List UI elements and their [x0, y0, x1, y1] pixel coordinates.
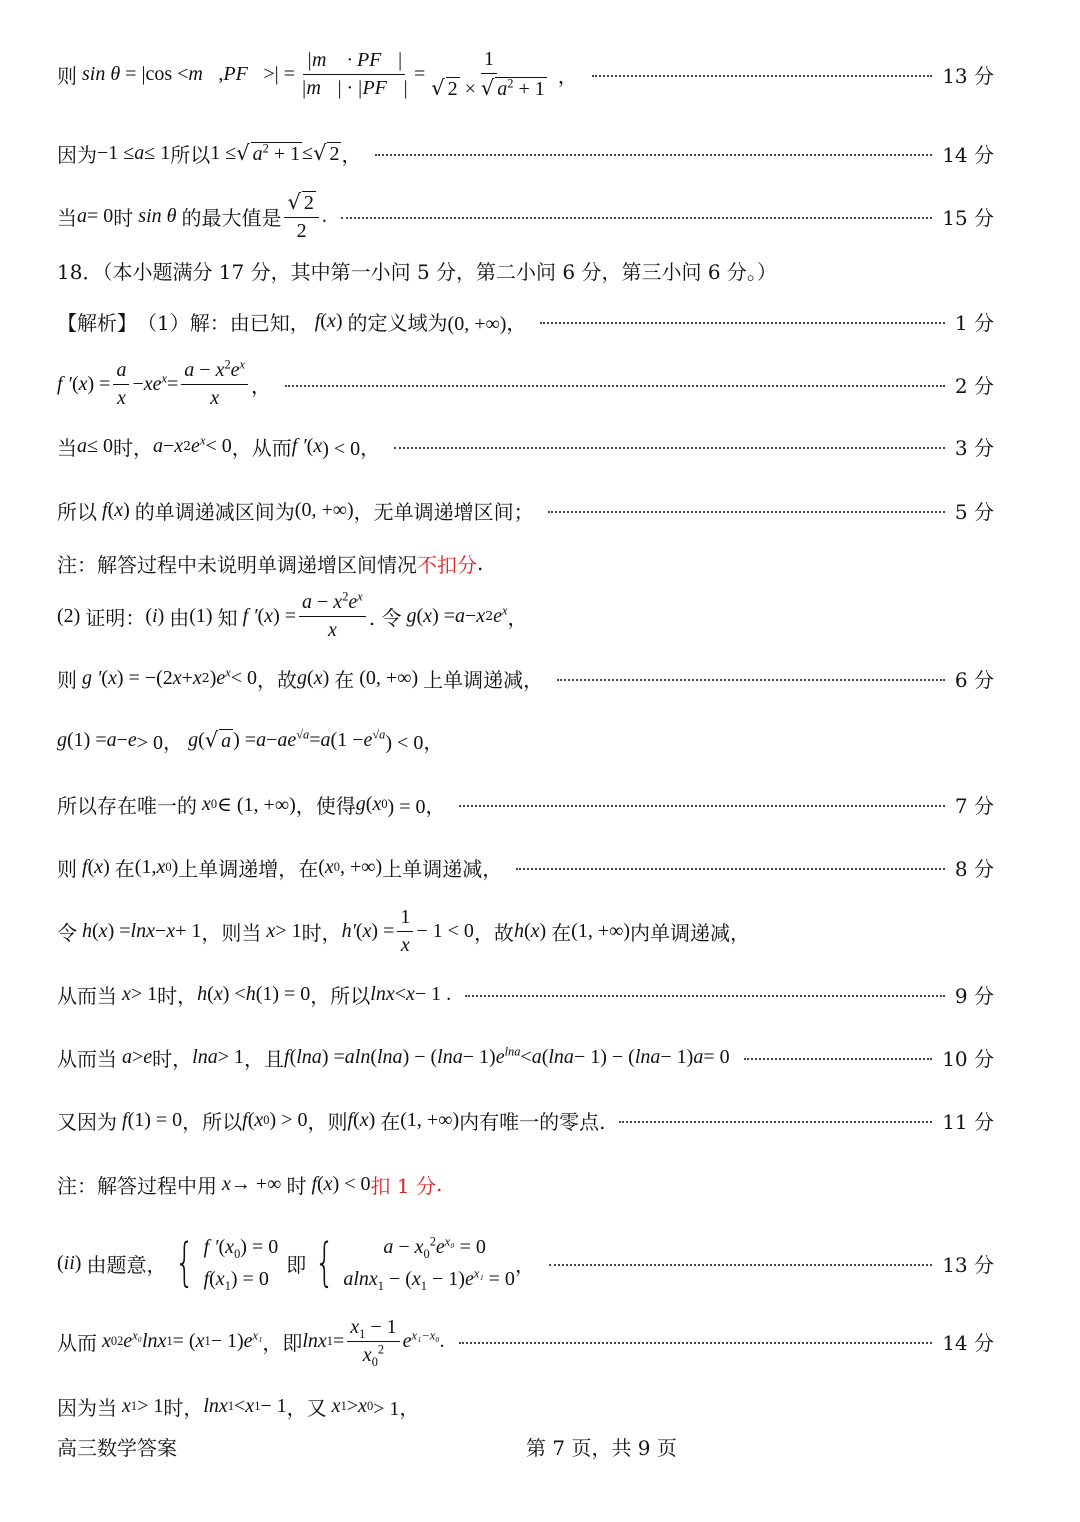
line-h-function: 令 h ( x ) = lnx − x + 1 ，则当 x > 1 时， h' ( x ) = $\frac{1}{x}$ − 1 < 0 ，故 h ( x ) 在 (1, +∞) 内单调递减， — [57, 905, 751, 956]
text: 从而当 — [57, 983, 117, 1008]
highlight-text: 扣 1 分 — [370, 1173, 436, 1198]
line-unique-x0: 所以存在唯一的 x 0 ∈ (1, +∞) ，使得 g ( x 0 ) = 0， 7 分 — [57, 788, 994, 820]
score: 14 分 — [942, 1330, 994, 1355]
score: 13 分 — [942, 1252, 994, 1277]
line-because-x1: 因为当 x 1 > 1 时， lnx 1 < x 1 − 1 ，又 x 1 > x 0 > 1， — [57, 1390, 994, 1422]
line-derivative: f ′ ( x ) = $\frac{a}{x}$ − $xe^x$ = $\frac{a - x^2e^x}{x}$ ， 2 分 — [57, 356, 994, 409]
text: ，从而 — [231, 435, 292, 460]
text: 时， — [112, 435, 153, 460]
line-sin-theta: 则 sin θ = |cos < m⃗ , PF⃗ >| = $\frac{|m⃗ \cdot PF⃗|}{|m⃗| \cdot |PF⃗|}$ = $\frac{1}{√ 2 \times √ a^2 + 1}$ ， 13 分 — [57, 47, 994, 100]
text: 时， — [152, 1046, 193, 1071]
text: ，所以 — [310, 983, 371, 1008]
text: ，则当 — [201, 920, 262, 945]
text: 则 — [57, 856, 77, 881]
line-part2-start: (2) 证明： ( i ) 由 (1) 知 f ′ ( x ) = $\frac{a - x^2e^x}{x}$ . 令 g ( x ) = a − x 2 $e^x$ ， — [57, 588, 528, 641]
text: 当 — [57, 205, 77, 230]
text: 时 — [286, 1173, 307, 1198]
line-domain: 【解析】 （1）解：由已知， f ( x ) 的定义域为 (0, +∞)， 1 分 — [57, 305, 994, 337]
text: 内有唯一的零点. — [459, 1109, 606, 1134]
question-18-header — [57, 255, 994, 285]
text: 上单调递减， — [423, 667, 544, 692]
line-system: ( ii ) 由题意， { f $'(x_0) = 0$ $f(x_1) = 0$ 即 { $a - x_0^2e^{x_0} = 0$ $alnx_1 - (x_1 - 1)e^{x_1} = 0$ ， 13 分 — [57, 1233, 994, 1293]
text: 在 — [551, 920, 572, 945]
text: 所以 — [57, 499, 97, 524]
text: 则 — [57, 667, 77, 692]
text: 又因为 — [57, 1109, 117, 1134]
score: 5 分 — [954, 499, 994, 524]
text: 在 — [380, 1109, 401, 1134]
text: 所以存在唯一的 — [57, 793, 197, 818]
text: 则 — [57, 63, 77, 88]
line-monotonic: 所以 f ( x ) 的单调递减区间为 (0, +∞) ，无单调递增区间； 5 分 — [57, 494, 994, 526]
line-h-result: 从而当 x > 1 时， h ( x ) < h (1) = 0 ，所以 lnx < x − 1 . 9 分 — [57, 978, 994, 1010]
text: ，故 — [473, 920, 514, 945]
text: 的单调递减区间为 — [134, 499, 295, 524]
score: 8 分 — [954, 856, 994, 881]
text: （1）解：由已知， — [137, 310, 310, 335]
text: 时， — [301, 920, 342, 945]
text: 的定义域为 — [347, 310, 448, 335]
score: 6 分 — [954, 667, 994, 692]
line-f-lna: 从而当 a > e 时， lna > 1 ，且 f ( lna ) = aln ( lna ) − ( lna − 1) $e^{lna}$ < a ( lna − 1) − ( lna − 1) a = 0 10 分 — [57, 1043, 994, 1071]
text: 从而当 — [57, 1046, 117, 1071]
text: ，且 — [244, 1046, 285, 1071]
text: ，所以 — [182, 1109, 243, 1134]
score: 10 分 — [942, 1046, 994, 1071]
highlight-text: . — [435, 1172, 443, 1196]
text: ，故 — [257, 667, 298, 692]
text: 【解析】 — [57, 310, 137, 335]
footer-page-number: 第 7 页，共 9 页 — [526, 1436, 677, 1460]
line-g-values: g (1) = a − e > 0， g ( √ a ) = a − $ae^{√a}$ = a (1 − $e^{√a}$ ) < 0， — [57, 726, 444, 754]
text: 从而 — [57, 1330, 97, 1355]
line-g-derivative: 则 g ' ( x ) = −(2 x + x 2 ) $e^x$ < 0 ，故 g ( x ) 在 (0, +∞) 上单调递减， 6 分 — [57, 664, 994, 692]
score: 9 分 — [954, 983, 994, 1008]
score: 1 分 — [954, 310, 994, 335]
text: 上单调递减， — [382, 856, 503, 881]
text: 因为当 — [57, 1395, 117, 1420]
text: 所以 — [170, 142, 211, 167]
line-case-a-le-0: 当 a ≤ 0 时， a − x 2 $e^x$ < 0 ，从而 f ′ ( x ) < 0， 3 分 — [57, 432, 994, 460]
text: 由题意， — [86, 1252, 167, 1277]
text: 时， — [163, 1395, 204, 1420]
line-unique-zero: 又因为 f (1) = 0 ，所以 f ( x 0 ) > 0 ，则 f ( x ) 在 (1, +∞) 内有唯一的零点. 11 分 — [57, 1104, 994, 1136]
text: 知 — [217, 605, 238, 630]
text: . 令 — [368, 605, 402, 630]
text: 上单调递增，在 — [178, 856, 319, 881]
line-max: 当 a = 0 时 sin θ 的最大值是 $\frac{√ 2}{2}$ . 15 分 — [57, 189, 994, 242]
score: 11 分 — [942, 1109, 994, 1134]
text: 18．（本小题满分 17 分，其中第一小问 5 分，第二小问 6 分，第三小问 6 分。） — [57, 259, 777, 284]
text: 的最大值是 — [181, 205, 282, 230]
text: 注：解答过程中用 — [57, 1173, 217, 1198]
text: 注：解答过程中未说明单调递增区间情况 — [57, 552, 417, 577]
text: 时， — [157, 983, 198, 1008]
text: 令 — [57, 920, 77, 945]
note-1 — [57, 548, 994, 578]
text: . — [477, 551, 484, 575]
footer-left: 高三数学答案 — [57, 1436, 177, 1460]
text: ，则 — [307, 1109, 348, 1134]
highlight-text: 不扣分 — [417, 552, 477, 577]
text: 即 — [286, 1252, 307, 1277]
line-lnx1: 从而 x 0 2 $e^{x_0}\ln x$ 1 = ( x 1 − 1) $e^{x_1}$ ，即 lnx 1 = $\frac{x_1 - 1}{x_0^2}$ $e^{x_1-x_0}$ . 14 分 — [57, 1315, 994, 1369]
score: 7 分 — [954, 793, 994, 818]
text: ，即 — [262, 1330, 303, 1355]
text: 时 — [113, 205, 134, 230]
text: 证明： — [85, 605, 146, 630]
text: 当 — [57, 435, 77, 460]
text: ，使得 — [295, 793, 356, 818]
text: 在 — [114, 856, 135, 881]
text: ，无单调递增区间； — [353, 499, 534, 524]
text: ，又 — [286, 1395, 327, 1420]
text: 由 — [169, 605, 190, 630]
text: 在 — [334, 667, 355, 692]
text: 内单调递减， — [630, 920, 751, 945]
line-range: 因为 −1 ≤ a ≤ 1 所以 1 ≤ √ $a^2 + 1$ ≤ √ 2 ， 14 分 — [57, 136, 994, 170]
score: 2 分 — [954, 373, 994, 398]
score: 15 分 — [942, 205, 994, 230]
score: 14 分 — [942, 142, 994, 167]
score: 3 分 — [954, 435, 994, 460]
line-f-monotonic: 则 f ( x ) 在 (1, x 0 ) 上单调递增，在 ( x 0 , +∞) 上单调递减， 8 分 — [57, 851, 994, 883]
note-2: 注：解答过程中用 x → +∞ 时 f ( x ) < 0 扣 1 分 . — [57, 1168, 994, 1200]
score: 13 分 — [942, 63, 994, 88]
text: 因为 — [57, 142, 97, 167]
